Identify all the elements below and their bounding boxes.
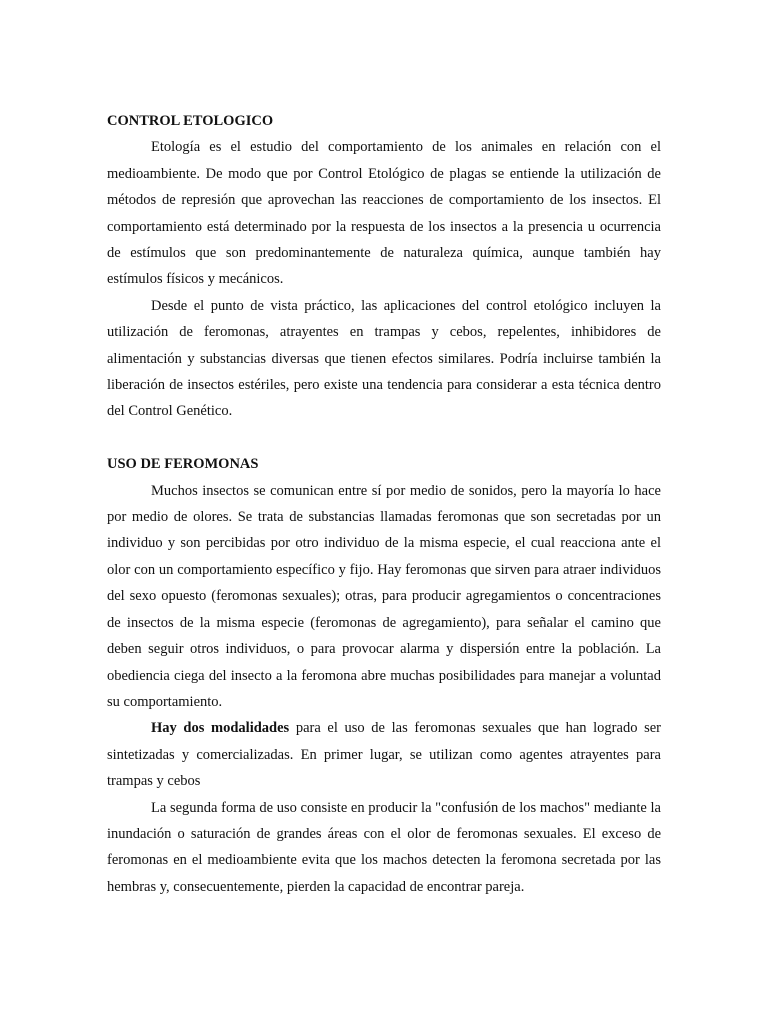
paragraph-dos-modalidades <box>107 715 661 794</box>
section-heading-control-etologico: CONTROL ETOLOGICO <box>107 113 274 129</box>
paragraph-segunda-forma: La segunda forma de uso consiste en producir la "confusión de los machos" mediante la inundación o saturación de grandes áreas con el olor de feromonas sexuales. El exceso de feromonas en el medioambiente evita que los machos detecten la feromona secretada por las hembras y, consecuentemente, pierden la capacidad de encontrar pareja. <box>107 799 661 895</box>
emphasis-dos-modalidades: Hay dos modalidades <box>151 720 290 737</box>
paragraph-etologia: Etología es el estudio del comportamiento de los animales en relación con el medioambiente. De modo que por Control Etológico de plagas se entiende la utilización de métodos de represión que aprovechan las reacciones de comportamiento de los insectos. El comportamiento está determinado por la respuesta de los insectos a la presencia u ocurrencia de estímulos que son predominantemente de naturaleza química, aunque también hay estímulos físicos y mecánicos. <box>107 139 661 288</box>
paragraph-punto-de-vista: Desde el punto de vista práctico, las aplicaciones del control etológico incluyen la utilización de feromonas, atrayentes en trampas y cebos, repelentes, inhibidores de alimentación y substancias diversas que tienen efectos similares. Podría incluirse también la liberación de insectos estériles, pero existe una tendencia para considerar a esta técnica dentro del Control Genético. <box>107 297 661 420</box>
section-spacer <box>107 425 661 451</box>
paragraph-muchos-insectos: Muchos insectos se comunican entre sí por medio de sonidos, pero la mayoría lo hace por medio de olores. Se trata de substancias llamadas feromonas que son secretadas por un individuo y son percibidas por otro individuo de la misma especie, el cual reacciona ante el olor con un comportamiento específico y fijo. Hay feromonas que sirven para atraer individuos del sexo opuesto (feromonas sexuales); otras, para producir agregamientos o concentraciones de insectos de la misma especie (feromonas de agregamiento), para señalar el camino que deben seguir otros individuos, o para provocar alarma y dispersión entre la población. La obediencia ciega del insecto a la feromona abre muchas posibilidades para manejar a voluntad su comportamiento. <box>107 482 661 710</box>
paragraph-dos-modalidades-text: para el uso de las feromonas sexuales que han logrado ser sintetizadas y comercializadas. En primer lugar, se utilizan como agentes atrayentes para trampas y cebos <box>107 720 661 790</box>
document-page <box>107 108 661 900</box>
section-heading-uso-de-feromonas: USO DE FEROMONAS <box>107 456 259 473</box>
